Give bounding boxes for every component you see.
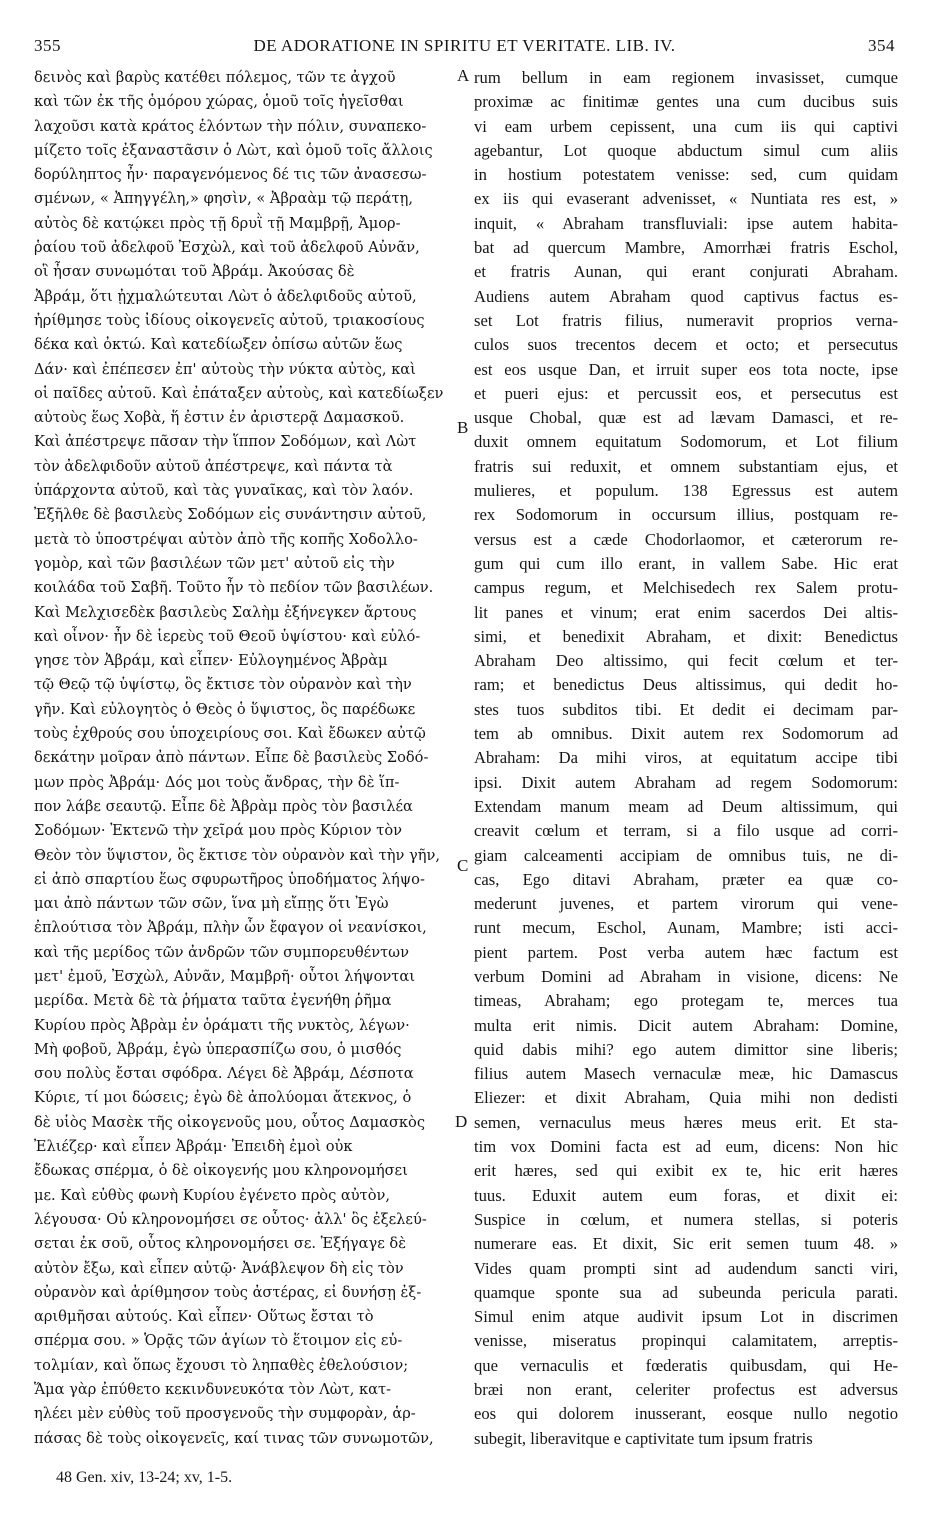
- page-number-left: 355: [34, 36, 61, 55]
- greek-text-line: δέκα καὶ ὀκτώ. Καὶ κατεδίωξεν ὀπίσω αὐτῶν ἕως: [34, 336, 403, 354]
- running-title: DE ADORATIONE IN SPIRITU ET VERITATE. LIB. IV.: [253, 36, 676, 55]
- greek-text-line: Θεὸν τὸν ὕψιστον, ὃς ἔκτισε τὸν οὐρανὸν καὶ τὴν γῆν,: [34, 846, 440, 864]
- latin-text-line: Audiens autem Abraham quod captivus factus es-: [474, 286, 898, 306]
- greek-text-line: γομὸρ, καὶ τῶν βασιλέων τῶν μετ' αὐτοῦ εἰς τὴν: [34, 554, 395, 572]
- latin-text-line: rex Sodomorum in occursum illius, postquam re-: [474, 505, 898, 525]
- greek-text-line: ῥαίου τοῦ ἀδελφοῦ Ἐσχὼλ, καὶ τοῦ ἀδελφοῦ Αὐνᾶν,: [34, 239, 420, 257]
- latin-text-line: Abraham Deo altissimo, qui fecit cœlum et ter-: [474, 651, 898, 671]
- latin-text-line: tuus. Eduxit autem eum foras, et dixit ei:: [474, 1185, 898, 1205]
- greek-text-line: τολμίαν, καὶ ὅπως ἔχουσι τὸ ληπαθὲς ἐθελούσιον;: [34, 1356, 409, 1374]
- latin-text-line: tem ab omnibus. Dixit autem rex Sodomorum ad: [474, 724, 898, 744]
- latin-text-line: subegit, liberavitque e captivitate tum ipsum fratris: [474, 1428, 813, 1448]
- greek-text-line: τῷ Θεῷ τῷ ὑψίστῳ, ὃς ἔκτισε τὸν οὐρανὸν καὶ τὴν: [34, 676, 412, 694]
- greek-text-line: με. Καὶ εὐθὺς φωνὴ Κυρίου ἐγένετο πρὸς αὐτὸν,: [34, 1186, 391, 1204]
- greek-text-line: δεκάτην μοῖραν ἀπὸ πάντων. Εἶπε δὲ βασιλεὺς Σοδό-: [34, 749, 429, 767]
- latin-text-line: ex iis qui evaserant advenisset, « Nuntiata res est, »: [474, 189, 898, 209]
- greek-text-line: δορύληπτος ἦν· παραγενόμενος δέ τις τῶν ἀνασεσω-: [34, 166, 427, 184]
- greek-text-line: λέγουσα· Οὐ κληρονομήσει σε οὗτος· ἀλλ' ὃς ἐξελεύ-: [34, 1210, 427, 1228]
- greek-text-line: ὑπάρχοντα αὐτοῦ, καὶ τὰς γυναῖκας, καὶ τὸν λαόν.: [34, 482, 414, 500]
- greek-text-line: σμένων, « Ἀπηγγέλη,» φησὶν, « Ἀβραὰμ τῷ περάτῃ,: [34, 190, 413, 208]
- greek-text-line: Ἀβράμ, ὅτι ᾐχμαλώτευται Λὼτ ὁ ἀδελφιδοῦς αὐτοῦ,: [34, 287, 417, 305]
- greek-column: [34, 66, 454, 1451]
- greek-text-line: ἔδωκας σπέρμα, ὁ δὲ οἰκογενής μου κληρονομήσει: [34, 1162, 408, 1180]
- latin-column: [474, 66, 898, 1451]
- greek-text-line: δὲ υἱὸς Μασὲκ τῆς οἰκογενοῦς μου, οὗτος Δαμασκὸς: [34, 1113, 425, 1131]
- greek-text-line: μίζετο τοῖς ἐξαναστᾶσιν ὁ Λὼτ, καὶ ὁμοῦ τοῖς ἄλλοις: [34, 141, 433, 159]
- latin-text-line: verbum Domini ad Abraham in visione, dicens: Ne: [474, 966, 898, 986]
- greek-text-line: Ἅμα γὰρ ἐπύθετο κεκινδυνευκότα τὸν Λὼτ, κατ-: [34, 1381, 392, 1399]
- greek-text-line: μετ' ἐμοῦ, Ἐσχὼλ, Αὐνᾶν, Μαμβρῆ· οὗτοι λήψονται: [34, 967, 415, 985]
- latin-text-line: fratris sui reduxit, et omnem substantiam ejus, et: [474, 456, 898, 476]
- latin-text-line: Suspice in cœlum, et numera stellas, si poteris: [474, 1209, 898, 1229]
- latin-text-line: duxit omnem equitatum Sodomorum, et Lot filium: [474, 432, 898, 452]
- latin-text-line: mederunt juvenes, et partem virorum qui vene-: [474, 894, 898, 914]
- latin-text-line: bræi non erant, celeriter profectus est adversus: [474, 1380, 898, 1400]
- latin-text-line: mulieres, et populum. 138 Egressus est autem: [474, 481, 898, 501]
- running-header: [34, 36, 895, 60]
- latin-text-line: eos qui dolorem inusserant, eosque nullo negotio: [474, 1404, 898, 1424]
- latin-text-line: quamque sponte sua ad subeunda pericula parati.: [474, 1282, 898, 1302]
- greek-text-line: γῆν. Καὶ εὐλογητὸς ὁ Θεὸς ὁ ὕψιστος, ὃς παρέδωκε: [34, 700, 416, 718]
- latin-text-line: runt mecum, Eschol, Aunam, Mambre; isti acci-: [474, 918, 898, 938]
- latin-text-line: multa erit nimis. Dicit autem Abraham: Domine,: [474, 1015, 898, 1035]
- latin-text-line: Extendam manum meam ad Deum altissimum, qui: [474, 796, 898, 816]
- greek-text-line: γησε τὸν Ἀβράμ, καὶ εἶπεν· Εὐλογημένος Ἀβρὰμ: [34, 652, 388, 670]
- latin-text-line: Eliezer: et dixit Abraham, Quia mihi non dedisti: [474, 1088, 898, 1108]
- greek-text-line: σου πολὺς ἔσται σφόδρα. Λέγει δὲ Ἀβράμ, Δέσποτα: [34, 1065, 414, 1083]
- greek-text-line: καὶ οἶνον· ἦν δὲ ἱερεὺς τοῦ Θεοῦ ὑψίστου· καὶ εὐλό-: [34, 627, 421, 645]
- latin-text-line: usque Chobal, quæ est ad lævam Damasci, et re-: [474, 408, 898, 428]
- latin-text-line: venisse, miseratus propinqui calamitatem, arreptis-: [474, 1331, 898, 1351]
- latin-text-line: numerare eas. Et dixit, Sic erit semen tuum 48. »: [474, 1234, 898, 1254]
- greek-text-line: οὐρανὸν καὶ ἀρίθμησον τοὺς ἀστέρας, εἰ δυνήσῃ ἐξ-: [34, 1283, 422, 1301]
- greek-text-line: εἰ ἀπὸ σπαρτίου ἕως σφυρωτῆρος ὑποδήματος λήψο-: [34, 870, 425, 888]
- latin-text-line: filius autem Masech vernaculæ meæ, hic Damascus: [474, 1064, 898, 1084]
- greek-text-line: Ἐλιέζερ· καὶ εἶπεν Ἀβράμ· Ἐπειδὴ ἐμοὶ οὐκ: [34, 1138, 353, 1156]
- latin-text-line: cas, Ego ditavi Abraham, præter ea quæ co-: [474, 869, 898, 889]
- greek-text-line: μων πρὸς Ἀβράμ· Δός μοι τοὺς ἄνδρας, τὴν δὲ ἵπ-: [34, 773, 400, 791]
- latin-text-line: semen, vernaculus meus hæres meus erit. Et sta-: [474, 1112, 898, 1132]
- latin-text-line: proximæ ac finitimæ gentes una cum ducibus suis: [474, 92, 898, 112]
- greek-text-line: τὸν ἀδελφιδοῦν αὐτοῦ ἀπέστρεψε, καὶ πάντα τὰ: [34, 457, 393, 475]
- latin-text-line: campus regum, et Melchisedech rex Salem protu-: [474, 578, 898, 598]
- greek-text-line: μαι ἀπὸ πάντων τῶν σῶν, ἵνα μὴ εἴπῃς ὅτι Ἐγὼ: [34, 895, 389, 913]
- greek-text-line: Σοδόμων· Ἐκτενῶ τὴν χεῖρά μου πρὸς Κύριον τὸν: [34, 822, 403, 840]
- latin-text-line: lit panes et vinum; erat enim sacerdos Dei altis-: [474, 602, 898, 622]
- greek-text-line: ἐπλούτισα τὸν Ἀβράμ, πλὴν ὧν ἔφαγον οἱ νεανίσκοι,: [34, 919, 427, 937]
- greek-text-line: τοὺς ἐχθρούς σου ὑποχειρίους σοι. Καὶ ἔδωκεν αὐτῷ: [34, 725, 426, 743]
- greek-text-line: αὐτὸν ἔξω, καὶ εἶπεν αὐτῷ· Ἀνάβλεψον δὴ εἰς τὸν: [34, 1259, 404, 1277]
- margin-marker-c: C: [457, 856, 469, 875]
- greek-text-line: σεται ἐκ σοῦ, οὗτος κληρονομήσει σε. Ἐξήγαγε δὲ: [34, 1235, 407, 1253]
- latin-text-line: rum bellum in eam regionem invasisset, cumque: [474, 68, 898, 87]
- latin-text-line: set Lot fratris filius, numeravit proprios verna-: [474, 310, 898, 330]
- margin-marker-a: A: [457, 66, 470, 85]
- greek-text-line: κοιλάδα τοῦ Σαβῆ. Τοῦτο ἦν τὸ πεδίον τῶν βασιλέων.: [34, 579, 434, 597]
- latin-text-line: est eos usque Dan, et irruit super eos tota nocte, ipse: [474, 359, 898, 379]
- greek-text-line: Μὴ φοβοῦ, Ἀβράμ, ἐγὼ ὑπερασπίζω σου, ὁ μισθός: [34, 1040, 402, 1058]
- margin-marker-b: B: [457, 418, 469, 437]
- greek-text-line: Κυρίου πρὸς Ἀβρὰμ ἐν ὁράματι τῆς νυκτὸς, λέγων·: [34, 1016, 410, 1034]
- latin-text-line: culos suos trecentos decem et octo; et persecutus: [474, 335, 898, 355]
- latin-text-line: giam calceamenti accipiam de omnibus tuis, ne di-: [474, 845, 898, 865]
- greek-text-line: μετὰ τὸ ὑποστρέψαι αὐτὸν ἀπὸ τῆς κοπῆς Χοδολλο-: [34, 530, 418, 548]
- latin-text-line: Vides quam prompti sint ad audendum sancti viri,: [474, 1258, 898, 1278]
- latin-text-line: inquit, « Abraham transfluviali: ipse autem habita-: [474, 213, 898, 233]
- greek-text-line: λαχοῦσι κατὰ κράτος ἑλόντων τὴν πόλιν, συναπεκο-: [34, 117, 427, 135]
- latin-text-line: in hostium potestatem venisse: sed, cum quidam: [474, 165, 898, 185]
- greek-text-line: οἳ ἦσαν συνωμόται τοῦ Ἀβράμ. Ἀκούσας δὲ: [34, 263, 355, 281]
- latin-text-line: tim vox Domini facta est ad eum, dicens: Non hic: [474, 1137, 898, 1157]
- greek-text-line: αὐτὸς δὲ κατῴκει πρὸς τῇ δρυῒ τῇ Μαμβρῇ, Ἀμορ-: [34, 214, 401, 232]
- greek-text-line: ἠρίθμησε τοὺς ἰδίους οἰκογενεῖς αὐτοῦ, τριακοσίους: [34, 311, 425, 329]
- latin-text-line: que vernaculis et fœderatis quibusdam, qui He-: [474, 1355, 898, 1375]
- latin-text-line: creavit cœlum et terram, si a filo usque ad corri-: [474, 821, 898, 841]
- greek-text-line: αὐτοὺς ἕως Χοβὰ, ἥ ἐστιν ἐν ἀριστερᾷ Δαμασκοῦ.: [34, 409, 405, 427]
- greek-text-line: καὶ τῆς μερίδος τῶν ἀνδρῶν τῶν συμπορευθέντων: [34, 943, 409, 961]
- latin-text-line: stes tuos subditos tibi. Et dedit ei decimam par-: [474, 699, 898, 719]
- greek-text-line: καὶ τῶν ἐκ τῆς ὁμόρου χώρας, ὁμοῦ τοῖς ἡγεῖσθαι: [34, 93, 404, 111]
- greek-text-line: πον λάβε σεαυτῷ. Εἶπε δὲ Ἀβρὰμ πρὸς τὸν βασιλέα: [34, 797, 413, 815]
- greek-text-line: ηλέει μὲν εὐθὺς τοῦ προσγενοῦς τὴν συμφορὰν, ἁρ-: [34, 1405, 416, 1423]
- latin-text-line: agebantur, Lot quoque abductum simul cum aliis: [474, 140, 898, 160]
- greek-text-line: οἱ παῖδες αὐτοῦ. Καὶ ἐπάταξεν αὐτοὺς, καὶ κατεδίωξεν: [34, 384, 444, 402]
- greek-text-line: σπέρμα σου. » Ὁρᾷς τῶν ἁγίων τὸ ἕτοιμον εἰς εὐ-: [34, 1332, 403, 1350]
- latin-text-line: gum qui cum illo erant, in vallem Sabe. Hic erat: [474, 553, 898, 573]
- latin-text-line: bat ad quercum Mambre, Amorrhæi fratris Eschol,: [474, 238, 898, 258]
- greek-text-line: Δάν· καὶ ἐπέπεσεν ἐπ' αὐτοὺς τὴν νύκτα αὐτὸς, καὶ: [34, 360, 416, 378]
- greek-text-line: δεινὸς καὶ βαρὺς κατέθει πόλεμος, τῶν τε ἀγχοῦ: [34, 69, 396, 86]
- latin-text-line: pient partem. Post verba autem hæc factum est: [474, 942, 898, 962]
- greek-text-line: αριθμῆσαι αὐτούς. Καὶ εἶπεν· Οὕτως ἔσται τὸ: [34, 1308, 374, 1326]
- greek-text-line: μερίδα. Μετὰ δὲ τὰ ῥήματα ταῦτα ἐγενήθη ῥῆμα: [34, 992, 392, 1010]
- latin-text-line: vi eam urbem cepissent, una cum iis qui captivi: [474, 116, 898, 136]
- latin-text-line: timeas, Abraham; ego protegam te, merces tua: [474, 991, 898, 1011]
- latin-text-line: simi, et benedixit Abraham, et dixit: Benedictus: [474, 626, 898, 646]
- page-number-right: 354: [868, 36, 895, 55]
- latin-text-line: Abraham: Da mihi viros, at equitatum accipe tibi: [474, 748, 898, 768]
- greek-text-line: Καὶ Μελχισεδὲκ βασιλεὺς Σαλὴμ ἐξήνεγκεν ἄρτους: [34, 603, 417, 621]
- margin-marker-d: D: [455, 1112, 468, 1131]
- greek-text-line: Ἐξῆλθε δὲ βασιλεὺς Σοδόμων εἰς συνάντησιν αὐτοῦ,: [34, 506, 427, 524]
- latin-text-line: Simul enim atque audivit ipsum Lot in discrimen: [474, 1307, 898, 1327]
- latin-text-line: et pueri ejus: et percussit eos, et persecutus est: [474, 383, 898, 403]
- latin-text-line: erit hæres, sed qui exibit ex te, hic erit hæres: [474, 1161, 898, 1181]
- latin-text-line: versus est a cæde Chodorlaomor, et cæterorum re-: [474, 529, 898, 549]
- latin-text-line: ram; et benedictus Deus altissimus, qui dedit ho-: [474, 675, 898, 695]
- greek-text-line: Καὶ ἀπέστρεψε πᾶσαν τὴν ἵππον Σοδόμων, καὶ Λὼτ: [34, 433, 417, 451]
- latin-text-line: ipsi. Dixit autem Abraham ad regem Sodomorum:: [474, 772, 898, 792]
- footnote: 48 Gen. xiv, 13-24; xv, 1-5.: [56, 1469, 233, 1486]
- greek-text-line: πάσας δὲ τοὺς οἰκογενεῖς, καί τινας τῶν συνωμοτῶν,: [34, 1429, 434, 1447]
- latin-text-line: quid dabis mihi? ego autem dimittor sine liberis;: [474, 1039, 898, 1059]
- greek-text-line: Κύριε, τί μοι δώσεις; ἐγὼ δὲ ἀπολύομαι ἄτεκνος, ὁ: [34, 1089, 412, 1107]
- latin-text-line: et fratris Aunan, qui erant conjurati Abraham.: [474, 262, 898, 282]
